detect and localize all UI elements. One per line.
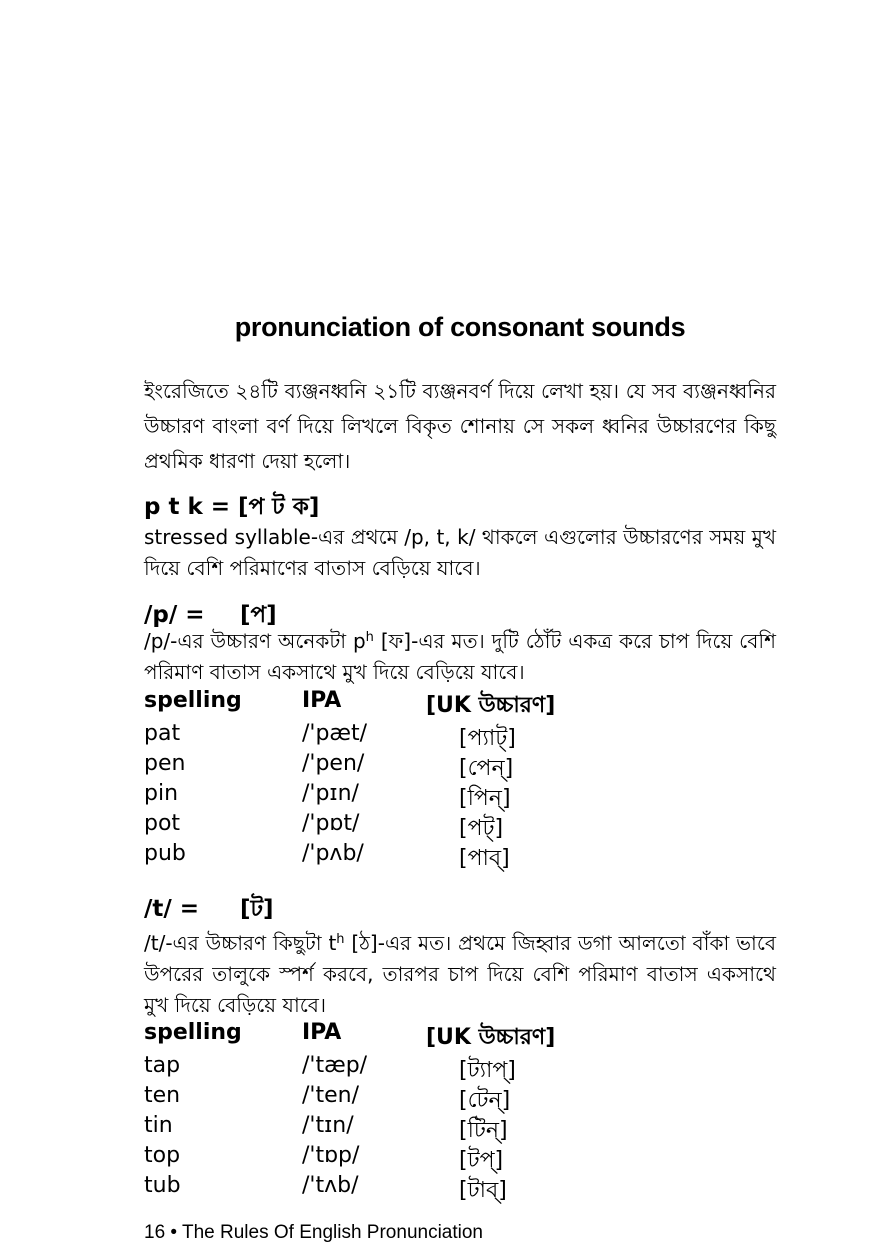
t-symbol: /t/ = xyxy=(144,896,200,922)
header-spelling: spelling xyxy=(144,688,242,713)
spelling-cell: pen xyxy=(144,751,186,776)
p-word-table xyxy=(144,688,784,871)
header-uk: [UK উচ্চারণ] xyxy=(426,1025,556,1050)
uk-cell: [পিন্] xyxy=(459,786,511,811)
ipa-cell: /'pæt/ xyxy=(302,721,368,746)
uk-cell: [পাব্] xyxy=(459,846,510,871)
spelling-cell: pin xyxy=(144,781,179,806)
table-row xyxy=(144,811,784,841)
table-row xyxy=(144,1053,784,1083)
ipa-cell: /'tæp/ xyxy=(302,1053,368,1078)
ipa-cell: /'pɒt/ xyxy=(302,811,360,836)
table-row xyxy=(144,1173,784,1203)
table-row xyxy=(144,1143,784,1173)
uk-cell: [ট্যাপ্] xyxy=(459,1058,516,1083)
uk-cell: [টপ্] xyxy=(459,1148,504,1173)
table-row xyxy=(144,751,784,781)
uk-cell: [টিন্] xyxy=(459,1118,508,1143)
t-word-table xyxy=(144,1020,784,1203)
ipa-cell: /'tɪn/ xyxy=(302,1113,354,1138)
table-row xyxy=(144,721,784,751)
uk-cell: [প্যাট্] xyxy=(459,726,516,751)
spelling-cell: pot xyxy=(144,811,181,836)
t-text-before: /t/-এর উচ্চারণ কিছুটা t xyxy=(144,931,337,955)
ptk-heading: p t k = [প ট ক] xyxy=(144,494,320,520)
uk-cell: [টাব্] xyxy=(459,1178,507,1203)
spelling-cell: tap xyxy=(144,1053,181,1078)
spelling-cell: ten xyxy=(144,1083,181,1108)
intro-paragraph: ইংরেজিতে ২৪টি ব্যঞ্জনধ্বনি ২১টি ব্যঞ্জনবর্ণ দিয়ে লেখা হয়। যে সব ব্যঞ্জনধ্বনির উচ্চারণ বাংলা বর্ণ দিয়ে লিখলে বিকৃত শোনায় সে সকল ধ্বনির উচ্চারণের কিছু প্রথমিক ধারণা দেয়া হলো। xyxy=(144,379,776,473)
table-row xyxy=(144,781,784,811)
t-bangla: [ট] xyxy=(240,896,274,922)
p-text-before: /p/-এর উচ্চারণ অনেকটা p xyxy=(144,629,366,653)
header-ipa: IPA xyxy=(302,688,342,713)
spelling-cell: tub xyxy=(144,1173,181,1198)
p-bangla: [প] xyxy=(240,602,277,628)
ipa-cell: /'pɪn/ xyxy=(302,781,359,806)
uk-cell: [পেন্] xyxy=(459,756,514,781)
uk-cell: [টেন্] xyxy=(459,1088,511,1113)
t-superscript: h xyxy=(336,932,345,947)
t-text-after: [ঠ]-এর মত। প্রথমে জিহ্বার ডগা আলতো বাঁকা ভাবে উপরের তালুকে স্পর্শ করবে, তারপর চাপ দিয়ে বেশি পরিমাণ বাতাস একসাথে মুখ দিয়ে বেড়িয়ে যাবে। xyxy=(144,931,776,1017)
spelling-cell: pat xyxy=(144,721,181,746)
ipa-cell: /'tɒp/ xyxy=(302,1143,360,1168)
table-header xyxy=(144,688,784,721)
ipa-cell: /'pen/ xyxy=(302,751,365,776)
table-row xyxy=(144,841,784,871)
uk-cell: [পট্] xyxy=(459,816,504,841)
p-symbol: /p/ = xyxy=(144,602,205,628)
p-superscript: h xyxy=(365,630,374,645)
spelling-cell: top xyxy=(144,1143,181,1168)
page-title: pronunciation of consonant sounds xyxy=(234,312,686,342)
p-text-after: [ফ]-এর মত। দুটি ঠোঁট একত্র করে চাপ দিয়ে বেশি পরিমাণ বাতাস একসাথে মুখ দিয়ে বেড়িয়ে যাবে। xyxy=(144,629,776,684)
ipa-cell: /'pʌb/ xyxy=(302,841,364,866)
header-ipa: IPA xyxy=(302,1020,342,1045)
header-uk: [UK উচ্চারণ] xyxy=(426,693,556,718)
header-spelling: spelling xyxy=(144,1020,242,1045)
t-paragraph xyxy=(144,924,776,1021)
p-paragraph xyxy=(144,622,776,688)
ptk-paragraph: stressed syllable-এর প্রথমে /p, t, k/ থাকলে এগুলোর উচ্চারণের সময় মুখ দিয়ে বেশি পরিমাণের বাতাস বেড়িয়ে যাবে। xyxy=(144,525,776,580)
ipa-cell: /'tʌb/ xyxy=(302,1173,359,1198)
spelling-cell: tin xyxy=(144,1113,173,1138)
table-row xyxy=(144,1083,784,1113)
spelling-cell: pub xyxy=(144,841,186,866)
ipa-cell: /'ten/ xyxy=(302,1083,359,1108)
table-row xyxy=(144,1113,784,1143)
table-header xyxy=(144,1020,784,1053)
page-footer: 16 • The Rules Of English Pronunciation xyxy=(144,1222,483,1243)
